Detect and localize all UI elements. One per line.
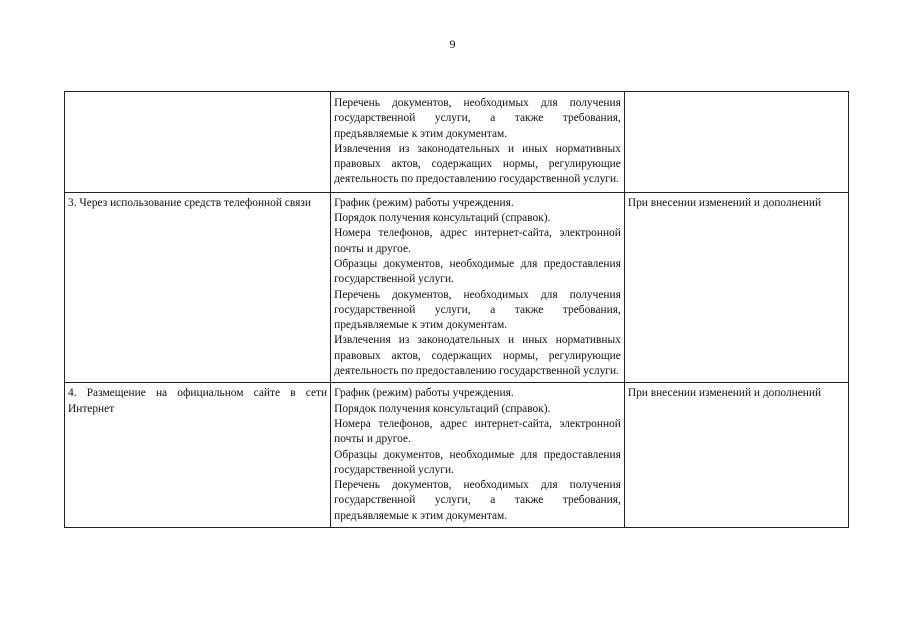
timing-text: При внесении изменений и дополнений	[627, 196, 822, 209]
method-cell	[65, 92, 331, 193]
info-paragraph: График (режим) работы учреждения.	[334, 196, 514, 209]
info-paragraph: Образцы документов, необходимые для предоставления государственной услуги.	[334, 257, 621, 286]
timing-cell	[624, 192, 848, 383]
method-text: 4. Размещение на официальном сайте в сети Интернет	[68, 387, 328, 415]
info-cell	[331, 192, 625, 383]
info-cell	[331, 92, 625, 193]
info-paragraph: График (режим) работы учреждения.	[334, 387, 514, 400]
timing-cell	[624, 383, 848, 528]
info-paragraph: Перечень документов, необходимых для получения государственной услуги, а также требования, предъявляемые к этим документам.	[334, 97, 621, 140]
info-paragraph: Порядок получения консультаций (справок).	[334, 402, 551, 415]
services-info-table	[64, 91, 849, 528]
method-text: 3. Через использование средств телефонной связи	[68, 196, 311, 209]
method-cell	[65, 383, 331, 528]
info-paragraph: Перечень документов, необходимых для получения государственной услуги, а также требования, предъявляемые к этим документам.	[334, 288, 621, 332]
info-paragraph: Номера телефонов, адрес интернет-сайта, электронной почты и другое.	[334, 227, 621, 255]
page-number: 9	[449, 37, 456, 51]
timing-text: При внесении изменений и дополнений	[627, 387, 822, 400]
info-paragraph: Номера телефонов, адрес интернет-сайта, электронной почты и другое.	[334, 417, 621, 446]
timing-cell	[624, 92, 848, 193]
info-paragraph: Порядок получения консультаций (справок).	[334, 212, 551, 225]
info-cell	[331, 383, 625, 528]
info-paragraph: Извлечения из законодательных и иных нормативных правовых актов, содержащих нормы, регулирующие деятельность по предоставлению государственной услуги.	[334, 334, 621, 378]
table-row	[65, 92, 849, 193]
info-paragraph: Перечень документов, необходимых для получения государственной услуги, а также требования, предъявляемые к этим документам.	[334, 479, 621, 522]
info-paragraph: Образцы документов, необходимые для предоставления государственной услуги.	[334, 448, 621, 476]
method-cell	[65, 192, 331, 383]
table-row	[65, 383, 849, 528]
table-row	[65, 192, 849, 383]
info-paragraph: Извлечения из законодательных и иных нормативных правовых актов, содержащих нормы, регулирующие деятельность по предоставлению государственной услуги.	[334, 142, 621, 186]
